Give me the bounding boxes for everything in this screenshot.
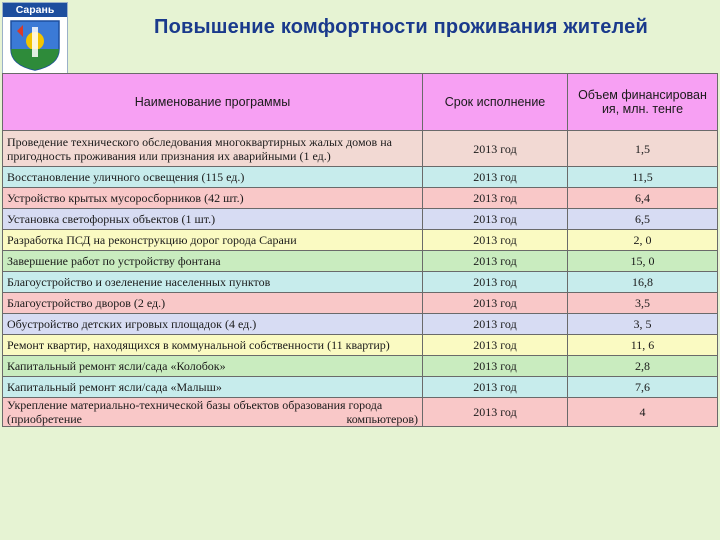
program-deadline: 2013 год xyxy=(423,251,568,272)
program-name: Укрепление материально-технической базы объектов образования города (приобретение компьютеров) xyxy=(3,398,423,427)
program-funding: 11,5 xyxy=(568,167,718,188)
header-funding: Объем финансирован ия, млн. тенге xyxy=(568,74,718,131)
table-row xyxy=(3,377,718,398)
program-name: Устройство крытых мусоросборников (42 шт.) xyxy=(3,188,423,209)
program-deadline: 2013 год xyxy=(423,272,568,293)
program-name: Завершение работ по устройству фонтана xyxy=(3,251,423,272)
program-deadline: 2013 год xyxy=(423,377,568,398)
program-name: Капитальный ремонт ясли/сада «Малыш» xyxy=(3,377,423,398)
program-deadline: 2013 год xyxy=(423,398,568,427)
program-name: Установка светофорных объектов (1 шт.) xyxy=(3,209,423,230)
coat-of-arms-icon xyxy=(7,19,63,71)
program-deadline: 2013 год xyxy=(423,167,568,188)
program-funding: 11, 6 xyxy=(568,335,718,356)
table-header-row xyxy=(3,74,718,131)
header-deadline: Срок исполнение xyxy=(423,74,568,131)
header-program-name: Наименование программы xyxy=(3,74,423,131)
program-deadline: 2013 год xyxy=(423,209,568,230)
table-row xyxy=(3,335,718,356)
table-row xyxy=(3,314,718,335)
program-name: Благоустройство дворов (2 ед.) xyxy=(3,293,423,314)
table-row xyxy=(3,251,718,272)
program-deadline: 2013 год xyxy=(423,131,568,167)
program-deadline: 2013 год xyxy=(423,335,568,356)
table-row xyxy=(3,131,718,167)
program-funding: 2, 0 xyxy=(568,230,718,251)
table-row xyxy=(3,356,718,377)
program-funding: 2,8 xyxy=(568,356,718,377)
program-funding: 7,6 xyxy=(568,377,718,398)
program-funding: 16,8 xyxy=(568,272,718,293)
program-name: Проведение технического обследования многоквартирных жалых домов на пригодность проживания или признания их аварийными (1 ед.) xyxy=(3,131,423,167)
page-title: Повышение комфортности проживания жителей xyxy=(154,16,648,38)
program-name: Обустройство детских игровых площадок (4 ед.) xyxy=(3,314,423,335)
program-funding: 3,5 xyxy=(568,293,718,314)
table-row xyxy=(3,209,718,230)
program-name: Капитальный ремонт ясли/сада «Колобок» xyxy=(3,356,423,377)
table-row xyxy=(3,398,718,427)
program-funding: 6,4 xyxy=(568,188,718,209)
table-row xyxy=(3,167,718,188)
program-name: Ремонт квартир, находящихся в коммунальной собственности (11 квартир) xyxy=(3,335,423,356)
table-row xyxy=(3,272,718,293)
program-funding: 3, 5 xyxy=(568,314,718,335)
table-row xyxy=(3,230,718,251)
program-name: Восстановление уличного освещения (115 ед.) xyxy=(3,167,423,188)
program-deadline: 2013 год xyxy=(423,293,568,314)
table-row xyxy=(3,293,718,314)
city-logo xyxy=(2,2,68,74)
programs-table xyxy=(2,73,718,427)
program-funding: 4 xyxy=(568,398,718,427)
program-deadline: 2013 год xyxy=(423,314,568,335)
logo-label: Сарань xyxy=(3,3,67,17)
program-deadline: 2013 год xyxy=(423,230,568,251)
program-name: Разработка ПСД на реконструкцию дорог города Сарани xyxy=(3,230,423,251)
program-deadline: 2013 год xyxy=(423,356,568,377)
program-funding: 1,5 xyxy=(568,131,718,167)
program-deadline: 2013 год xyxy=(423,188,568,209)
program-name: Благоустройство и озеленение населенных пунктов xyxy=(3,272,423,293)
program-funding: 15, 0 xyxy=(568,251,718,272)
table-row xyxy=(3,188,718,209)
program-funding: 6,5 xyxy=(568,209,718,230)
